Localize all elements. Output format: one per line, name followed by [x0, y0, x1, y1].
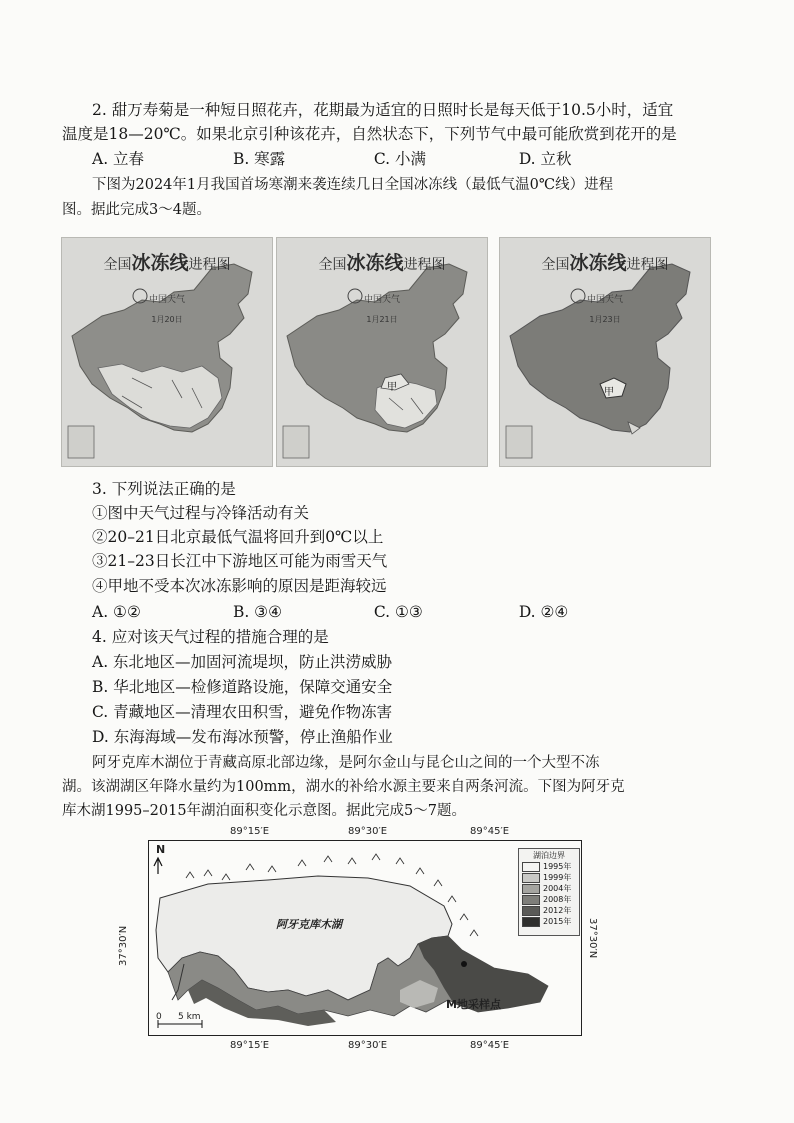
- q3-option-b: B. ③④: [232, 603, 282, 621]
- map-2-title: 全国冰冻线进程图: [318, 252, 446, 274]
- intro57-line1: 阿牙克库木湖位于青藏高原北部边缘，是阿尔金山与昆仑山之间的一个大型不冻: [92, 755, 600, 771]
- lon-label-bottom-1: 89°15′E: [230, 1040, 270, 1051]
- q4-option-a: A. 东北地区—加固河流堤坝，防止洪涝威胁: [92, 653, 393, 671]
- q2-option-d: D. 立秋: [518, 150, 572, 168]
- legend-row: 2012年: [519, 905, 579, 916]
- lon-label-top-2: 89°30′E: [348, 826, 388, 837]
- lon-label-top-1: 89°15′E: [230, 826, 270, 837]
- map-1-brand: 中国天气: [148, 295, 185, 305]
- map-1-date: 1月20日: [151, 315, 183, 324]
- q2-options: [92, 148, 572, 170]
- lon-label-top-3: 89°45′E: [470, 826, 510, 837]
- intro57-line2: 湖。该湖湖区年降水量约为100mm，湖水的补给水源主要来自两条河流。下图为阿牙克: [62, 779, 625, 795]
- q4-option-b: B. 华北地区—检修道路设施，保障交通安全: [92, 678, 393, 696]
- site-label: M地采样点: [446, 998, 501, 1011]
- legend-title: 湖泊边界: [533, 851, 565, 860]
- q3-options: [92, 601, 568, 623]
- scale-5km: 5 km: [178, 1012, 201, 1022]
- q2-line2: 温度是18—20℃。如果北京引种该花卉，自然状态下，下列节气中最可能欣赏到花开的是: [62, 125, 677, 143]
- q4-option-c: C. 青藏地区—清理农田积雪，避免作物冻害: [92, 703, 393, 721]
- lat-label-right: 37°30′N: [587, 918, 598, 959]
- q3-statement-2: ②20–21日北京最低气温将回升到0℃以上: [92, 528, 384, 546]
- map-2-brand: 中国天气: [363, 295, 400, 305]
- lon-label-bottom-2: 89°30′E: [348, 1040, 388, 1051]
- map-3-brand: 中国天气: [586, 295, 623, 305]
- q3-statement-4: ④甲地不受本次冰冻影响的原因是距海较远: [92, 577, 387, 595]
- map-3-date: 1月23日: [589, 315, 621, 324]
- legend-row: 1999年: [519, 872, 579, 883]
- q2-option-a: A. 立春: [92, 150, 145, 168]
- map-2-label-jia: 甲: [387, 382, 397, 393]
- map-1-title: 全国冰冻线进程图: [103, 252, 231, 274]
- intro34-line2: 图。据此完成3～4题。: [62, 202, 211, 218]
- freeze-line-map-2: [276, 237, 488, 467]
- legend-row: 2004年: [519, 883, 579, 894]
- legend-row: 1995年: [519, 861, 579, 872]
- legend-row: 2015年: [519, 916, 579, 927]
- map-3-label-jia: 甲: [604, 387, 614, 398]
- freeze-line-map-1: [61, 237, 273, 467]
- q4-option-d: D. 东海海域—发布海冰预警，停止渔船作业: [92, 728, 393, 746]
- lon-label-bottom-3: 89°45′E: [470, 1040, 510, 1051]
- q2-option-b: B. 寒露: [232, 150, 286, 168]
- scale-zero: 0: [156, 1012, 162, 1022]
- q3-statement-3: ③21–23日长江中下游地区可能为雨雪天气: [92, 552, 388, 570]
- north-arrow-label: N: [156, 843, 166, 856]
- intro34-line1: 下图为2024年1月我国首场寒潮来袭连续几日全国冰冻线（最低气温0℃线）进程: [92, 177, 614, 193]
- lake-map-frame: [148, 840, 582, 1036]
- lake-legend: [518, 848, 580, 936]
- q2-line1: 2. 甜万寿菊是一种短日照花卉，花期最为适宜的日照时长是每天低于10.5小时，适宜: [92, 101, 674, 119]
- q3-statement-1: ①图中天气过程与冷锋活动有关: [92, 504, 310, 522]
- q4-stem: 4. 应对该天气过程的措施合理的是: [92, 628, 329, 646]
- lat-label-left: 37°30′N: [118, 925, 129, 966]
- q3-option-c: C. ①③: [373, 603, 423, 621]
- map-3-title: 全国冰冻线进程图: [541, 252, 669, 274]
- legend-row: 2008年: [519, 894, 579, 905]
- q3-stem: 3. 下列说法正确的是: [92, 480, 236, 498]
- intro57-line3: 库木湖1995–2015年湖泊面积变化示意图。据此完成5～7题。: [62, 803, 467, 819]
- map-2-date: 1月21日: [366, 315, 398, 324]
- q2-option-c: C. 小满: [373, 150, 427, 168]
- lake-name-label: 阿牙克库木湖: [276, 918, 342, 931]
- q3-option-a: A. ①②: [92, 603, 141, 621]
- q3-option-d: D. ②④: [518, 603, 569, 621]
- freeze-line-map-3: [499, 237, 711, 467]
